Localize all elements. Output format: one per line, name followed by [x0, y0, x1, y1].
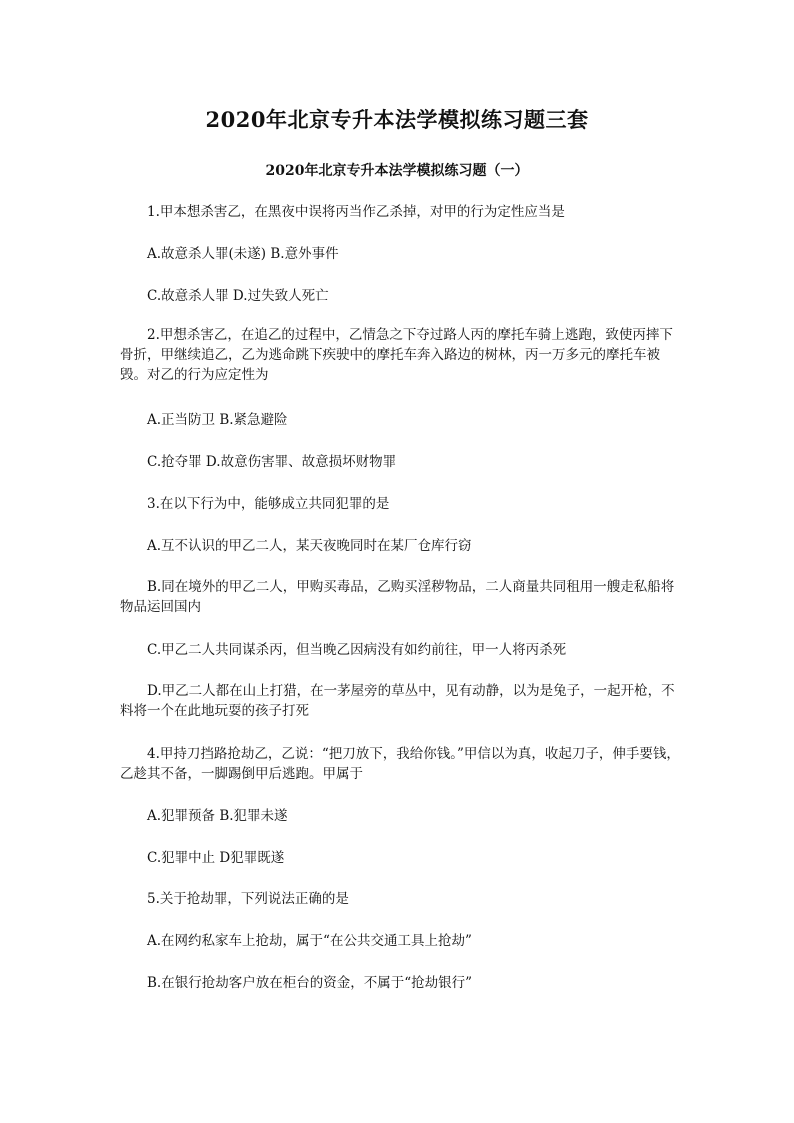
- question-4-options-cd: C.犯罪中止 D犯罪既遂: [147, 850, 285, 866]
- document-title: 2020年北京专升本法学模拟练习题三套: [205, 107, 589, 132]
- question-3-option-b: B.同在境外的甲乙二人，甲购买毒品，乙购买淫秽物品，二人商量共同租用一艘走私船将物品运回国内: [120, 579, 675, 615]
- question-1-options-cd: C.故意杀人罪 D.过失致人死亡: [147, 288, 329, 304]
- question-5-stem: 5.关于抢劫罪，下列说法正确的是: [147, 891, 349, 907]
- question-1-options-ab: A.故意杀人罪(未遂) B.意外事件: [147, 246, 339, 262]
- question-3-option-c: C.甲乙二人共同谋杀丙，但当晚乙因病没有如约前往，甲一人将丙杀死: [147, 642, 567, 658]
- document-subtitle: 2020年北京专升本法学模拟练习题（一）: [265, 163, 529, 179]
- question-5-option-b: B.在银行抢劫客户放在柜台的资金，不属于“抢劫银行”: [147, 975, 473, 991]
- question-1-stem: 1.甲本想杀害乙，在黑夜中误将丙当作乙杀掉，对甲的行为定性应当是: [147, 204, 565, 220]
- question-4-stem: 4.甲持刀挡路抢劫乙，乙说：“把刀放下，我给你钱。”甲信以为真，收起刀子，伸手要钱，乙趁其不备，一脚踢倒甲后逃跑。甲属于: [120, 746, 680, 782]
- question-2-stem: 2.甲想杀害乙，在追乙的过程中，乙情急之下夺过路人丙的摩托车骑上逃跑，致使丙摔下骨折，甲继续追乙，乙为逃命跳下疾驶中的摩托车奔入路边的树林，丙一万多元的摩托车被毁。对乙的行为应定性为: [120, 327, 673, 383]
- question-3-option-d: D.甲乙二人都在山上打猎，在一茅屋旁的草丛中，见有动静，以为是兔子，一起开枪，不料将一个在此地玩耍的孩子打死: [120, 683, 675, 719]
- question-2-options-cd: C.抢夺罪 D.故意伤害罪、故意损坏财物罪: [147, 454, 397, 470]
- question-5-option-a: A.在网约私家车上抢劫，属于“在公共交通工具上抢劫”: [147, 933, 472, 949]
- question-3-option-a: A.互不认识的甲乙二人，某天夜晚同时在某厂仓库行窃: [147, 538, 472, 554]
- question-2-options-ab: A.正当防卫 B.紧急避险: [147, 412, 288, 428]
- question-4-options-ab: A.犯罪预备 B.犯罪未遂: [147, 808, 288, 824]
- question-3-stem: 3.在以下行为中，能够成立共同犯罪的是: [147, 496, 390, 512]
